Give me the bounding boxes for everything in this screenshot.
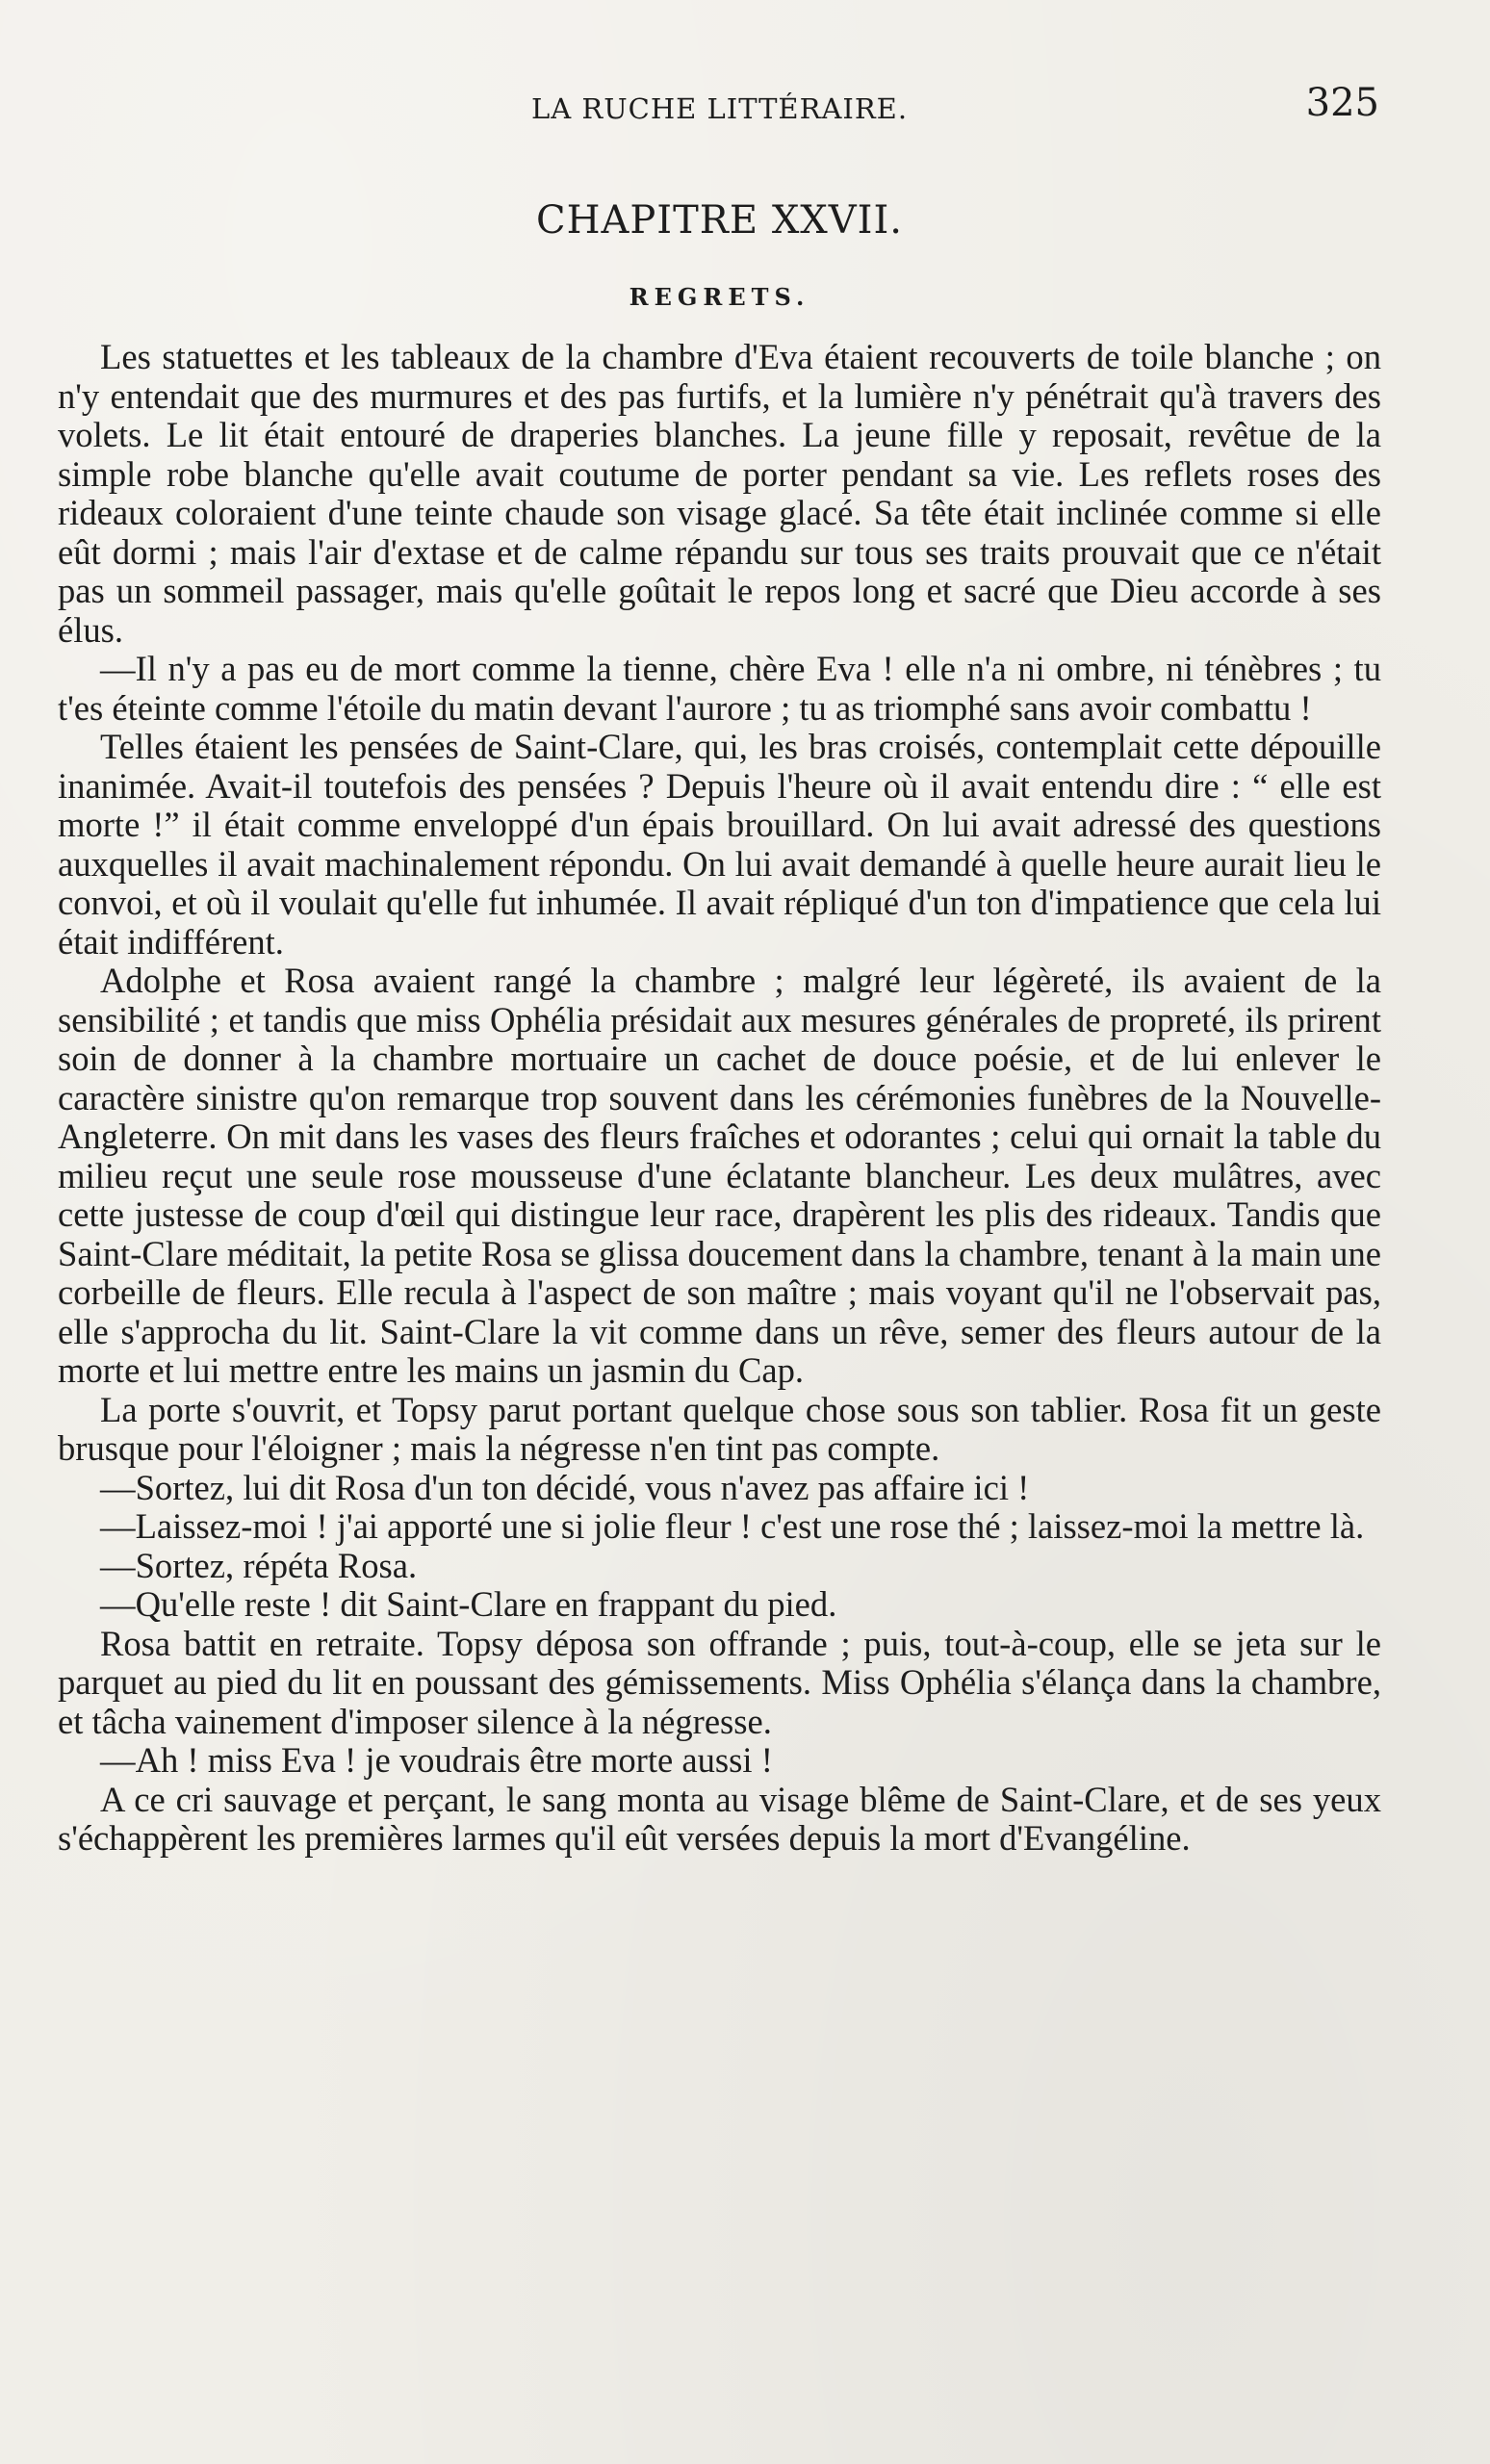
running-header xyxy=(58,79,1381,137)
paragraph: —Il n'y a pas eu de mort comme la tienne, chère Eva ! elle n'a ni ombre, ni ténèbres ; tu t'es éteinte comme l'étoile du matin devant l'aurore ; tu as triomphé sans avoir combattu ! xyxy=(58,649,1381,728)
paragraph: —Ah ! miss Eva ! je voudrais être morte aussi ! xyxy=(100,1740,773,1780)
document-page xyxy=(58,79,1381,1859)
paragraph: —Sortez, répéta Rosa. xyxy=(100,1545,418,1585)
paragraph: Telles étaient les pensées de Saint-Clare, qui, les bras croisés, contemplait cette dépouille inanimée. Avait-il toutefois des pensées ? Depuis l'heure où il avait entendu dire : “ elle est morte !” il était comme enveloppé d'un épais brouillard. On lui avait adressé des questions auxquelles il avait machinalement répondu. On lui avait demandé à quelle heure aurait lieu le convoi, et où il voulait qu'elle fut inhumée. Il avait répliqué d'un ton d'impatience que cela lui était indifférent. xyxy=(58,727,1381,962)
running-title: LA RUCHE LITTÉRAIRE. xyxy=(530,92,909,125)
paragraph: —Sortez, lui dit Rosa d'un ton décidé, vous n'avez pas affaire ici ! xyxy=(100,1467,1030,1507)
paragraph: A ce cri sauvage et perçant, le sang monta au visage blême de Saint-Clare, et de ses yeux s'échappèrent les premières larmes qu'il eût versées depuis la mort d'Evangéline. xyxy=(58,1779,1381,1858)
paragraph: —Laissez-moi ! j'ai apporté une si jolie fleur ! c'est une rose thé ; laissez-moi la mettre là. xyxy=(100,1506,1365,1546)
paragraph: Adolphe et Rosa avaient rangé la chambre ; malgré leur légèreté, ils avaient de la sensibilité ; et tandis que miss Ophélia présidait aux mesures générales de propreté, ils prirent soin de donner à la chambre mortuaire un cachet de douce poésie, et de lui enlever le caractère sinistre qu'on remarque trop souvent dans les cérémonies funèbres de la Nouvelle-Angleterre. On mit dans les vases des fleurs fraîches et odorantes ; celui qui ornait la table du milieu reçut une seule rose mousseuse d'une éclatante blancheur. Les deux mulâtres, avec cette justesse de coup d'œil qui distingue leur race, drapèrent les plis des rideaux. Tandis que Saint-Clare méditait, la petite Rosa se glissa doucement dans la chambre, tenant à la main une corbeille de fleurs. Elle recula à l'aspect de son maître ; mais voyant qu'il ne l'observait pas, elle s'approcha du lit. Saint-Clare la vit comme dans un rêve, semer des fleurs autour de la morte et lui mettre entre les mains un jasmin du Cap. xyxy=(58,961,1381,1390)
section-title: REGRETS. xyxy=(629,283,810,311)
paragraph: —Qu'elle reste ! dit Saint-Clare en frappant du pied. xyxy=(100,1584,837,1624)
paragraph: Rosa battit en retraite. Topsy déposa son offrande ; puis, tout-à-coup, elle se jeta sur le parquet au pied du lit en poussant des gémissements. Miss Ophélia s'élança dans la chambre, et tâcha vainement d'imposer silence à la négresse. xyxy=(58,1623,1381,1741)
paragraph: Les statuettes et les tableaux de la chambre d'Eva étaient recouverts de toile blanche ; on n'y entendait que des murmures et des pas furtifs, et la lumière n'y pénétrait qu'à travers des volets. Le lit était entouré de draperies blanches. La jeune fille y reposait, revêtue de la simple robe blanche qu'elle avait coutume de porter pendant sa vie. Les reflets roses des rideaux coloraient d'une teinte chaude son visage glacé. Sa tête était inclinée comme si elle eût dormi ; mais l'air d'extase et de calme répandu sur tous ses traits prouvait que ce n'était pas un sommeil passager, mais qu'elle goûtait le repos long et sacré que Dieu accorde à ses élus. xyxy=(58,337,1381,650)
body-text xyxy=(58,338,1381,1859)
paragraph: La porte s'ouvrit, et Topsy parut portant quelque chose sous son tablier. Rosa fit un geste brusque pour l'éloigner ; mais la négresse n'en tint pas compte. xyxy=(58,1389,1381,1468)
chapter-title: CHAPITRE XXVII. xyxy=(536,198,903,243)
page-number: 325 xyxy=(1305,81,1379,125)
